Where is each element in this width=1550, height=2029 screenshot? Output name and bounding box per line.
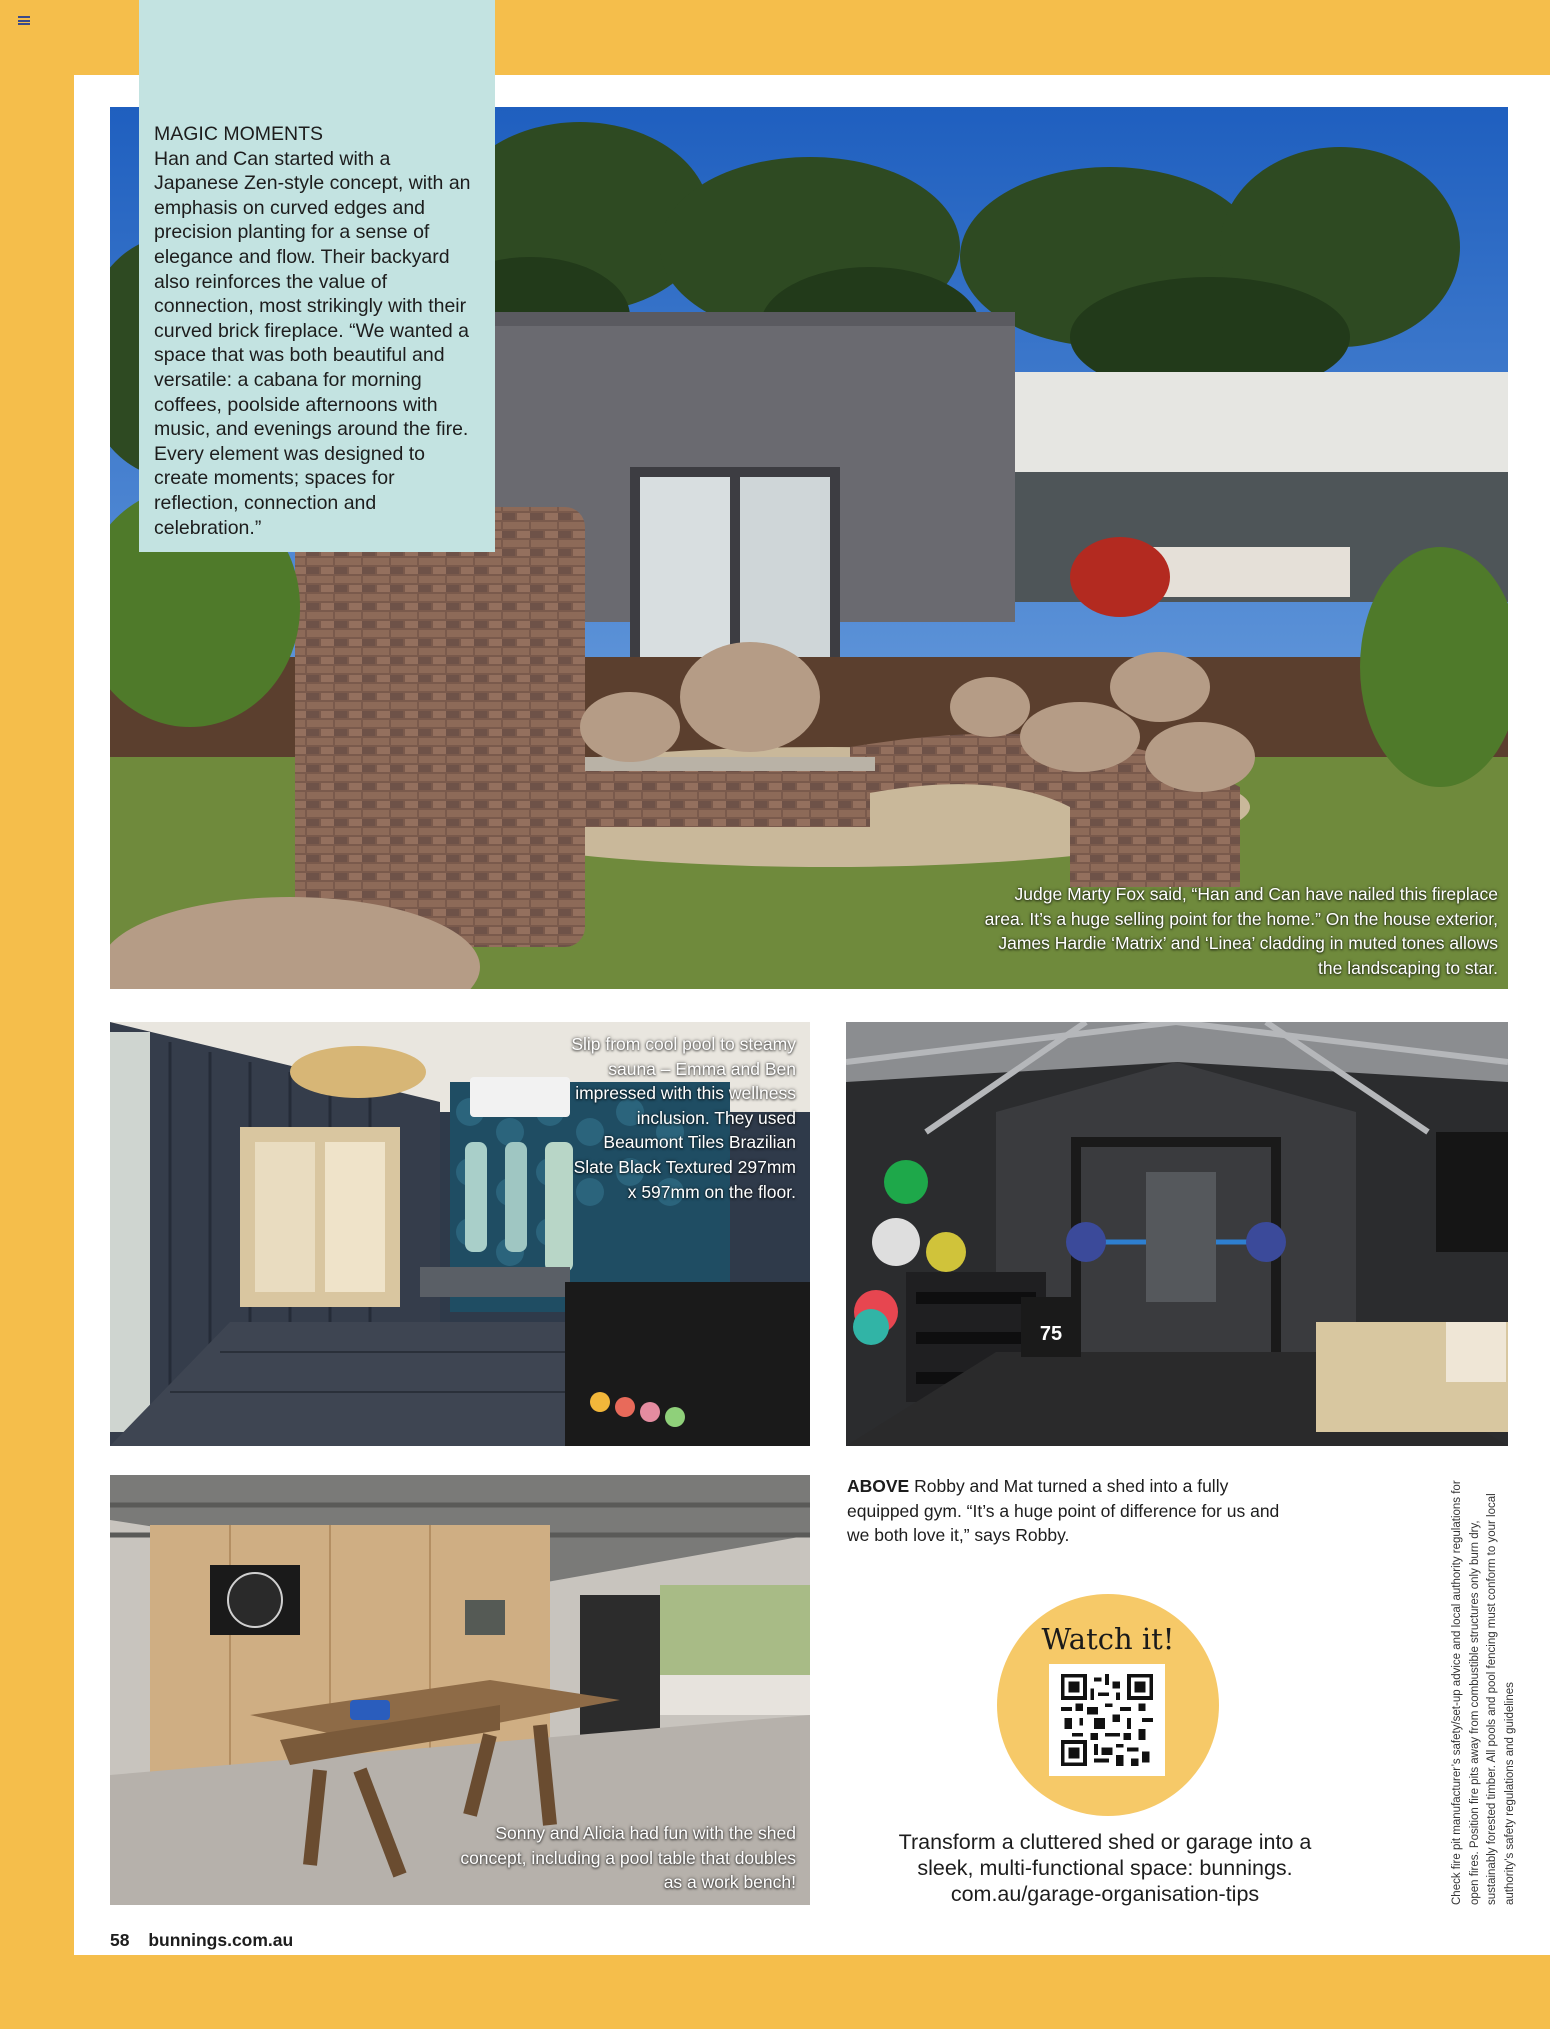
safety-note: Check fire pit manufacturer’s safety/set-up advice and local authority regulations for open fires. Position fire pits away from combustible structures only burn dry, sustainably forested timber. All pools and pool fencing must conform to your local authority’s safety regulations and guidelines: [1451, 1480, 1516, 1905]
magic-moments-heading: MAGIC MOMENTS: [154, 123, 323, 145]
qr-code-icon: [1059, 1674, 1155, 1766]
above-label: ABOVE: [847, 1476, 910, 1496]
menu-icon: [18, 16, 30, 25]
page-number: 58: [110, 1930, 130, 1950]
watch-it-badge: [997, 1594, 1219, 1816]
gym-caption: [847, 1474, 1297, 1548]
above-caption-text: Robby and Mat turned a shed into a fully equipped gym. “It’s a huge point of difference for us and we both love it,” says Robby.: [847, 1476, 1280, 1545]
qr-code[interactable]: [1049, 1664, 1165, 1776]
footer-site[interactable]: bunnings.com.au: [148, 1930, 294, 1950]
magic-moments-box: [139, 0, 495, 552]
sauna-caption: Slip from cool pool to steamy sauna – Emma and Ben impressed with this wellness inclusion. They used Beaumont Tiles Brazilian Slate Black Textured 297mm x 597mm on the floor.: [571, 1034, 796, 1202]
gym-photo: [846, 1022, 1508, 1446]
garage-tips-text: Transform a cluttered shed or garage into a sleek, multi-functional space: bunnings. com.au/garage-organisation-tips: [898, 1830, 1312, 1906]
magic-moments-body: Han and Can started with a Japanese Zen-style concept, with an emphasis on curved edges and precision planting for a sense of elegance and flow. Their backyard also reinforces the value of connection, most strikingly with their curved brick fireplace. “We wanted a space that was both beautiful and versatile: a cabana for morning coffees, poolside afternoons with music, and evenings around the fire. Every element was designed to create moments; spaces for reflection, connection and celebration.”: [154, 147, 471, 539]
hero-caption: Judge Marty Fox said, “Han and Can have nailed this fireplace area. It’s a huge selling point for the home.” On the house exterior, James Hardie ‘Matrix’ and ‘Linea’ cladding in muted tones allows the landscaping to star.: [984, 884, 1498, 978]
watch-it-title: Watch it!: [1041, 1622, 1175, 1656]
shed-caption: Sonny and Alicia had fun with the shed concept, including a pool table that doubles as a work bench!: [460, 1823, 796, 1892]
gym-sign-number: 75: [1039, 1323, 1063, 1345]
page-footer: [110, 1930, 293, 1951]
